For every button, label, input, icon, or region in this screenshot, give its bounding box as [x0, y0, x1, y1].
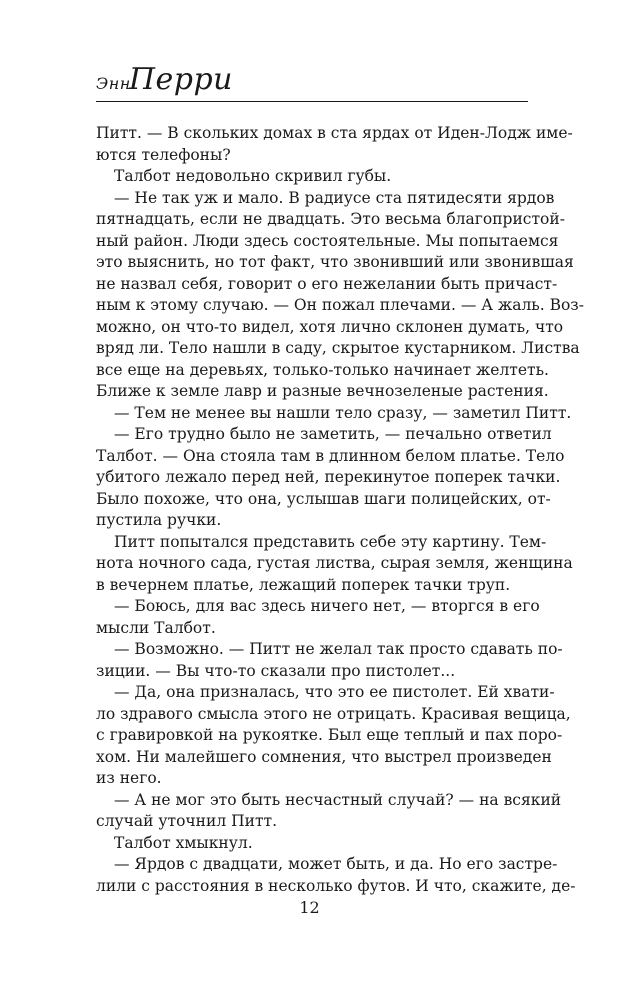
text-line: пятнадцать, если не двадцать. Это весьма благопристой-	[96, 210, 565, 228]
text-line: Талбот. — Она стояла там в длинном белом платье. Тело	[96, 446, 565, 465]
running-header	[96, 62, 528, 102]
text-line: Талбот недовольно скривил губы.	[114, 167, 392, 185]
text-line: с гравировкой на рукоятке. Был еще теплый и пах поро-	[96, 726, 563, 744]
text-line: Талбот хмыкнул.	[114, 833, 253, 852]
author-name	[96, 62, 233, 97]
text-line: Питт. — В скольких домах в ста ярдах от Иден-Лодж име-	[96, 124, 573, 142]
text-line: это выяснить, но тот факт, что звонивший или звонившая	[96, 253, 574, 271]
text-line: — А не мог это быть несчастный случай? — на всякий	[114, 790, 562, 809]
text-line: ным к этому случаю. — Он пожал плечами. — А жаль. Воз-	[96, 296, 584, 314]
text-line: в вечернем платье, лежащий поперек тачки труп.	[96, 575, 511, 594]
text-line: пустила ручки.	[96, 511, 222, 529]
text-line: хом. Ни малейшего сомнения, что выстрел произведен	[96, 747, 552, 766]
text-line: — Боюсь, для вас здесь ничего нет, — вторгся в его	[114, 597, 540, 615]
text-line: ло здравого смысла этого не отрицать. Красивая вещица,	[96, 704, 571, 723]
text-line: — Да, она призналась, что это ее пистолет. Ей хвати-	[114, 683, 555, 701]
text-line: мысли Талбот.	[96, 618, 216, 637]
text-line: убитого лежало перед ней, перекинутое поперек тачки.	[96, 468, 561, 486]
page-number: 12	[299, 898, 320, 917]
text-line: все еще на деревьях, только-только начинает желтеть.	[96, 360, 549, 379]
text-line: не назвал себя, говорит о его нежелании быть причаст-	[96, 274, 558, 293]
text-line: нота ночного сада, густая листва, сырая земля, женщина	[96, 554, 573, 572]
text-line: Было похоже, что она, услышав шаги полицейских, от-	[96, 489, 551, 508]
text-line: — Тем не менее вы нашли тело сразу, — заметил Питт.	[114, 403, 572, 422]
text-line: зиции. — Вы что-то сказали про пистолет...	[96, 661, 456, 680]
text-line: можно, он что-то видел, хотя лично склонен думать, что	[96, 317, 564, 336]
text-line: ются телефоны?	[96, 145, 231, 164]
text-line: — Его трудно было не заметить, — печально ответил	[114, 425, 552, 443]
text-line: Питт попытался представить себе эту картину. Тем-	[114, 532, 547, 551]
text-line: случай уточнил Питт.	[96, 812, 278, 830]
text-line: вряд ли. Тело нашли в саду, скрытое кустарником. Листва	[96, 339, 580, 357]
body-text	[96, 123, 584, 897]
author-first-name: Энн	[96, 74, 131, 93]
text-line: лили с расстояния в несколько футов. И что, скажите, де-	[96, 876, 576, 895]
text-line: — Ярдов с двадцати, может быть, и да. Но его застре-	[114, 855, 558, 873]
text-line: из него.	[96, 769, 162, 787]
text-line: Ближе к земле лавр и разные вечнозеленые растения.	[96, 382, 549, 400]
text-line: — Возможно. — Питт не желал так просто сдавать по-	[114, 640, 563, 658]
author-last-name: Перри	[128, 62, 233, 97]
header-rule	[96, 101, 528, 102]
text-line: — Не так уж и мало. В радиусе ста пятидесяти ярдов	[114, 188, 555, 207]
text-line: ный район. Люди здесь состоятельные. Мы попытаемся	[96, 231, 559, 250]
